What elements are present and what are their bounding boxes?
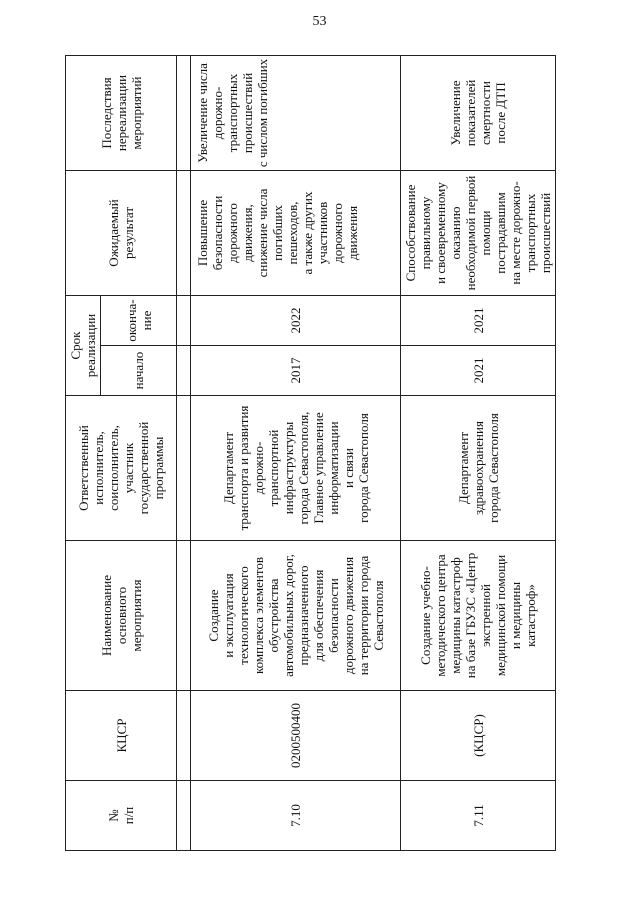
row-num: 7.10 — [191, 781, 401, 851]
header-num: № п/п — [66, 781, 177, 851]
row-start: 2017 — [191, 346, 401, 396]
header-row — [66, 55, 101, 850]
header-name: Наименование основного мероприятия — [66, 541, 177, 691]
header-kcsr: КЦСР — [66, 691, 177, 781]
row-kcsr: 0200500400 — [191, 691, 401, 781]
row-responsible: Департамент здравоохранения города Севастополя — [401, 396, 556, 541]
row-consequences: Увеличение числа дорожно- транспортных происшествий с числом погибших — [191, 55, 401, 170]
row-end: 2021 — [401, 295, 556, 345]
row-end: 2022 — [191, 295, 401, 345]
activities-table — [65, 55, 556, 851]
header-consequences: Последствия нереализации мероприятий — [66, 55, 177, 170]
rotated-table-frame — [65, 56, 553, 851]
table-row — [191, 55, 401, 850]
spacer-row — [177, 55, 191, 850]
header-responsible: Ответственный исполнитель, соисполнитель, участник государственной программы — [66, 396, 177, 541]
header-end: оконча- ние — [101, 295, 177, 345]
row-result: Способствование правильному и своевременному оказанию необходимой первой помощи пострадавшим на месте дорожно- транспортных происшествий — [401, 170, 556, 295]
table-row — [401, 55, 556, 850]
header-term: Срок реализации — [66, 295, 101, 395]
row-start: 2021 — [401, 346, 556, 396]
row-num: 7.11 — [401, 781, 556, 851]
row-responsible: Департамент транспорта и развития дорожно- транспортной инфраструктуры города Севастополя, Главное управление информатизации и связи города Севастополя — [191, 396, 401, 541]
header-start: начало — [101, 346, 177, 396]
row-consequences: Увеличение показателей смертности после ДТП — [401, 55, 556, 170]
rotated-table-area — [65, 56, 553, 851]
row-name: Создание и эксплуатация технологического комплекса элементов обустройства автомобильных дорог, предназначенного для обеспечения безопасности дорожного движения на территории города Севастополя — [191, 541, 401, 691]
page-number: 53 — [312, 14, 327, 29]
row-kcsr: (КЦСР) — [401, 691, 556, 781]
row-result: Повышение безопасности дорожного движения, снижение числа погибших пешеходов, а также других участников дорожного движения — [191, 170, 401, 295]
row-name: Создание учебно- методического центра медицины катастроф на базе ГБУЗС «Центр экстренной медицинской помощи и медицины катастроф» — [401, 541, 556, 691]
header-result: Ожидаемый результат — [66, 170, 177, 295]
